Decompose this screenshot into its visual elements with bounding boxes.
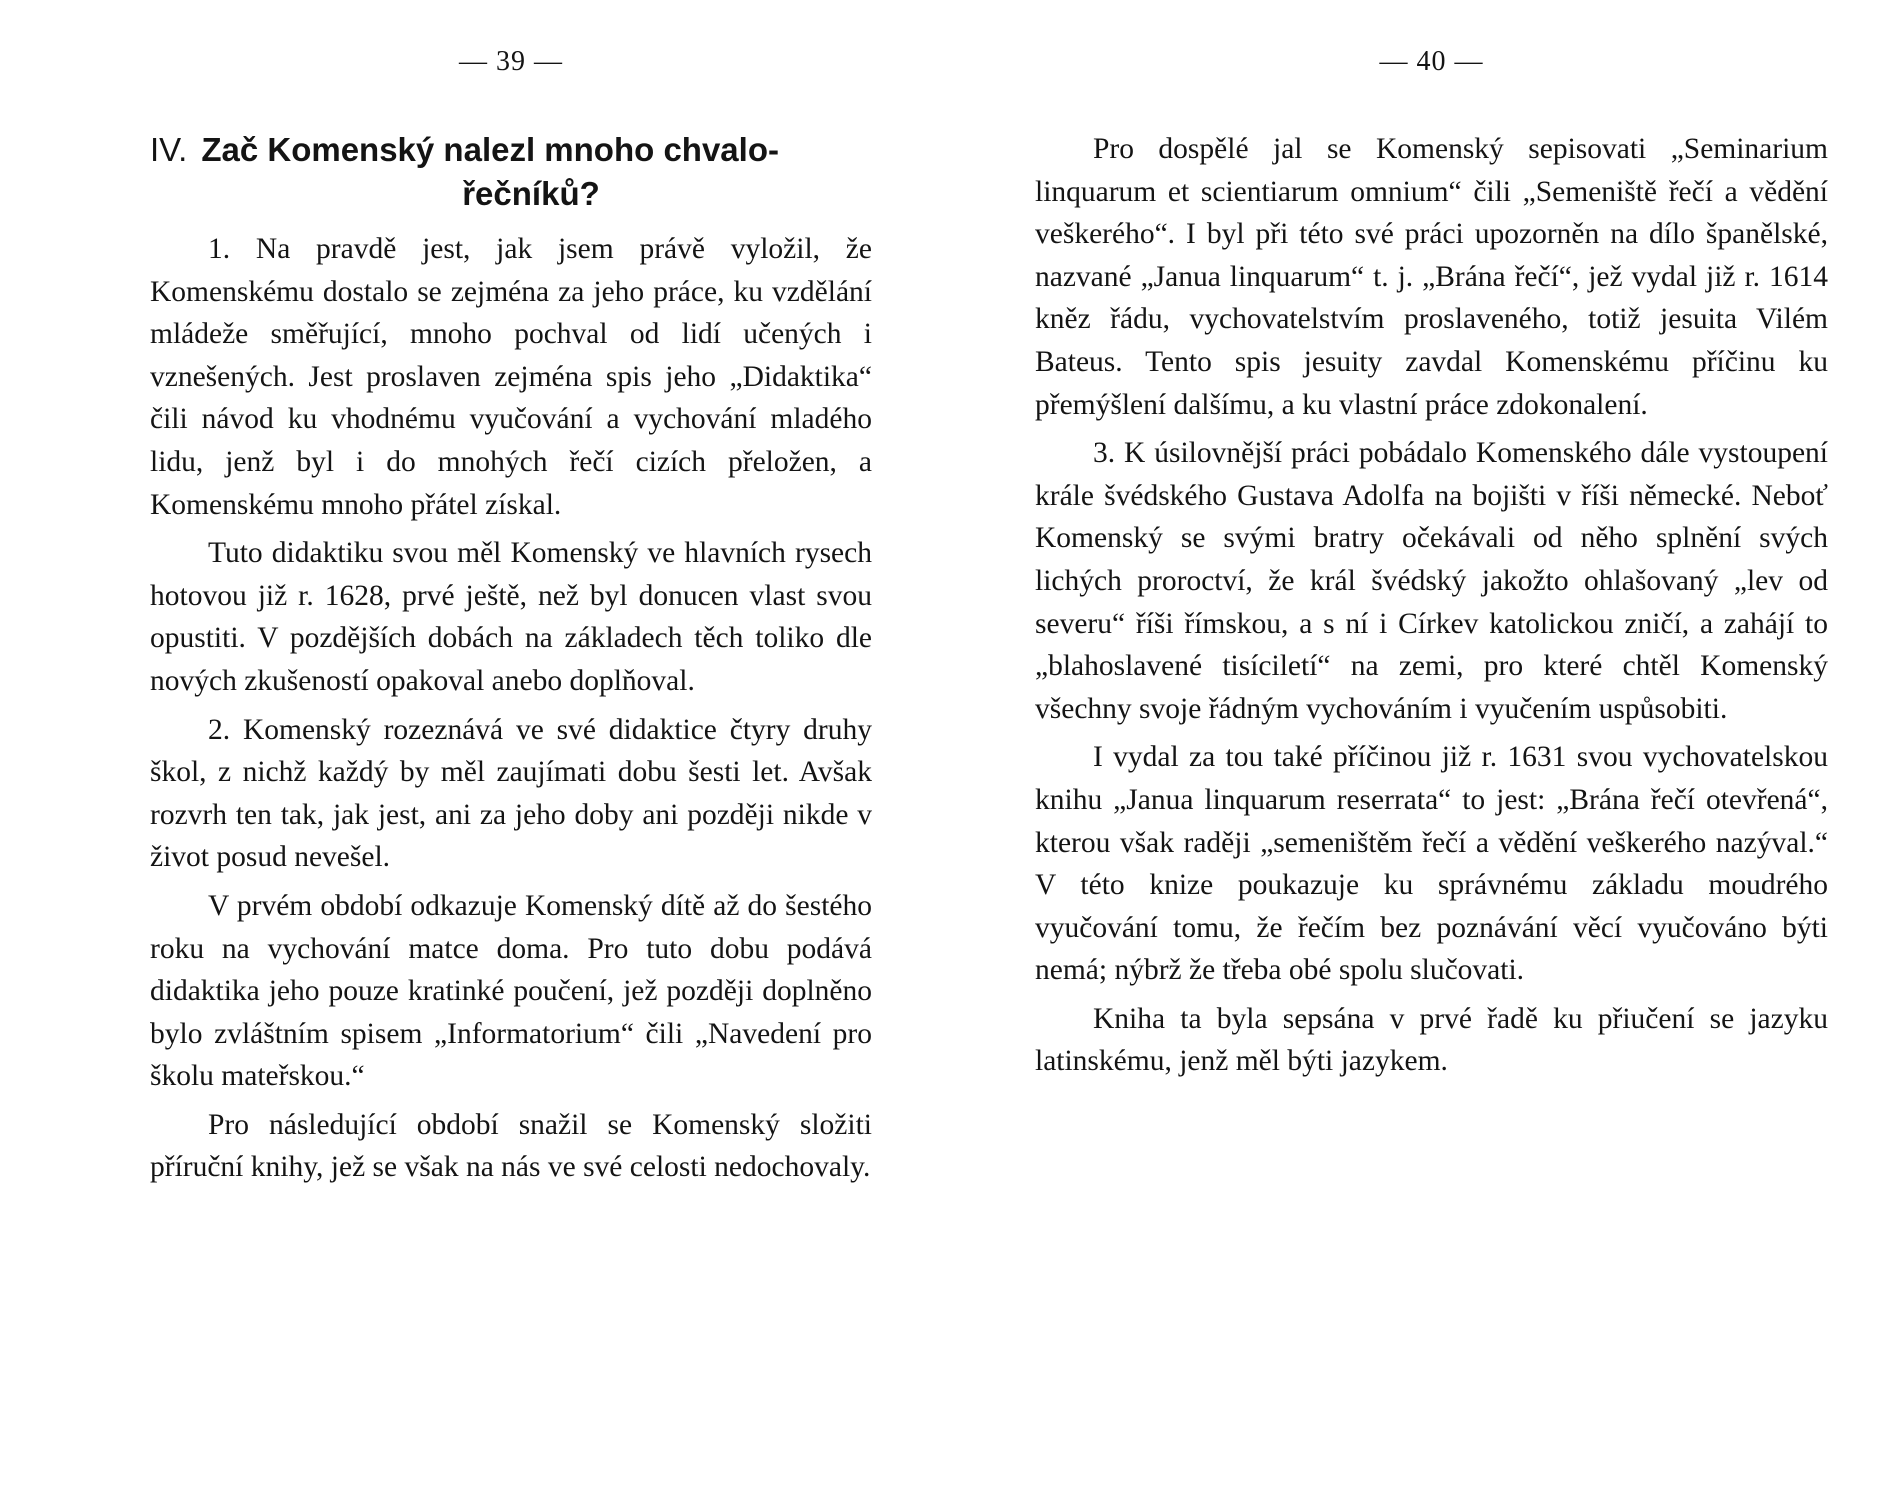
paragraph: Tuto didaktiku svou měl Komenský ve hlavních rysech hotovou již r. 1628, prvé ještě, než byl donucen vlast svou opustiti. V pozdějších dobách na základech těch toliko dle nových zkušeností opakoval anebo doplňoval. — [150, 537, 872, 697]
paragraph: V prvém období odkazuje Komenský dítě až do šestého roku na vychování matce doma. Pro tuto dobu podává didaktika jeho pouze kratinké poučení, jež později doplněno bylo zvláštním spisem „Informatorium“ čili „Navedení pro školu mateřskou.“ — [150, 889, 872, 1093]
chapter-heading-line2: řečníků? — [462, 175, 600, 212]
right-page — [1035, 0, 1828, 1500]
page-number-right: — 40 — — [1379, 46, 1484, 77]
chapter-number: IV. — [150, 131, 188, 168]
chapter-heading-line1-wrap — [150, 128, 872, 172]
left-page-content — [150, 128, 872, 1195]
paragraph: I vydal za tou také příčinou již r. 1631 svou vychovatelskou knihu „Janua linquarum reserrata“ to jest: „Brána řečí otevřená“, kterou však raději „semeništěm řečí a vědění veškerého nazýval.“ V této knize poukazuje ku správnému základu moudrého vyučování tomu, že řečím bez poznávání věcí vyučováno býti nemá; nýbrž že třeba obé spolu slučovati. — [1035, 741, 1828, 987]
paragraph: Pro dospělé jal se Komenský sepisovati „Seminarium linquarum et scientiarum omnium“ čili „Semeniště řečí a vědění veškerého“. I byl při této své práci upozorněn na dílo španělské, nazvané „Janua linquarum“ t. j. „Brána řečí“, jež vydal již r. 1614 kněz řádu, vychovatelstvím proslaveného, totiž jesuita Vilém Bateus. Tento spis jesuity zavdal Komenskému příčinu ku přemýšlení dalšímu, a ku vlastní práce zdokonalení. — [1035, 133, 1828, 421]
right-page-content — [1035, 128, 1828, 1089]
chapter-heading — [150, 128, 872, 216]
paragraph: Kniha ta byla sepsána v prvé řadě ku přiučení se jazyku latinskému, jenž měl býti jazykem. — [1035, 1002, 1828, 1078]
page-number-left: — 39 — — [459, 46, 563, 77]
paragraph: 1. Na pravdě jest, jak jsem právě vyložil, že Komenskému dostalo se zejména za jeho práce, ku vzdělání mládeže směřující, mnoho pochval od lidí učených i vznešených. Jest proslaven zejména spis jeho „Didaktika“ čili návod ku vhodnému vyučování a vychování mladého lidu, jenž byl i do mnohých řečí cizích přeložen, a Komenskému mnoho přátel získal. — [150, 233, 872, 521]
left-page — [150, 0, 872, 1500]
chapter-heading-line1: Zač Komenský nalezl mnoho chvalo- — [201, 131, 779, 168]
paragraph: 3. K úsilovnější práci pobádalo Komenského dále vystoupení krále švédského Gustava Adolfa na bojišti v říši německé. Neboť Komenský se svými bratry očekávali od něho splnění svých lichých proroctví, že král švédský jakožto ohlašovaný „lev od severu“ říši římskou, a s ní i Církev katolickou zničí, a zahájí to „blahoslavené tisíciletí“ na zemi, pro které chtěl Komenský všechny svoje řádným vychováním i vyučením uspůsobiti. — [1035, 437, 1828, 725]
paragraph: 2. Komenský rozeznává ve své didaktice čtyry druhy škol, z nichž každý by měl zaujímati dobu šesti let. Avšak rozvrh ten tak, jak jest, ani za jeho doby ani později nikde v život posud nevešel. — [150, 713, 872, 874]
paragraph: Pro následující období snažil se Komenský složiti příruční knihy, jež se však na nás ve své celosti nedochovaly. — [150, 1108, 872, 1184]
